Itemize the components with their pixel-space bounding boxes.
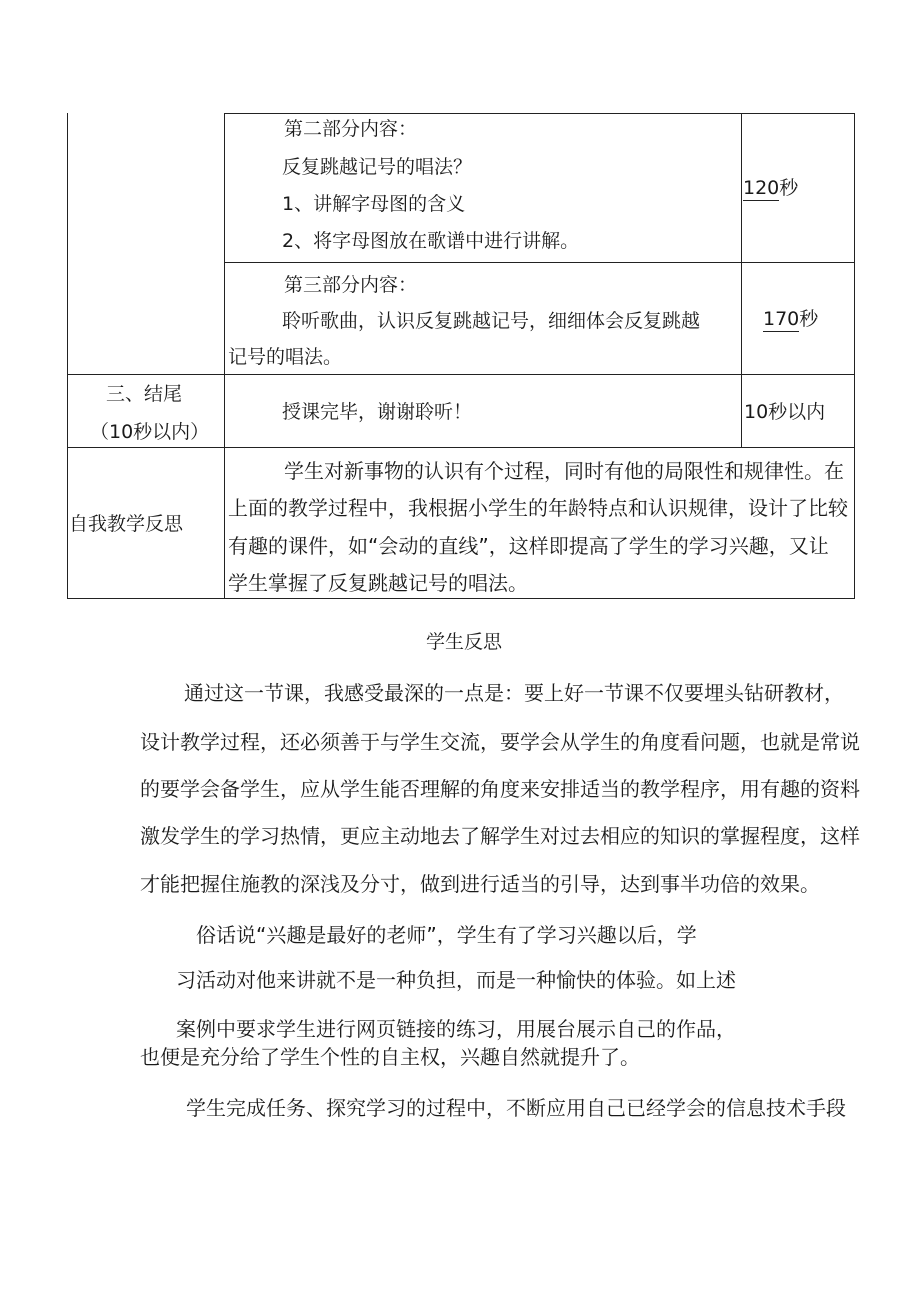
p2-line2: 习活动对他来讲就不是一种负担，而是一种愉快的体验。如上述 <box>176 968 736 992</box>
p1-line1: 通过这一节课，我感受最深的一点是：要上好一节课不仅要埋头钻研教材， <box>184 681 844 705</box>
table-border-right <box>854 113 855 599</box>
table-col-divider-2 <box>741 113 742 448</box>
part2-heading: 第二部分内容： <box>284 118 418 140</box>
part2-step1: 1、讲解字母图的含义 <box>282 193 466 215</box>
p1-line5: 才能把握住施教的深浅及分寸，做到进行适当的引导，达到事半功倍的效果。 <box>140 872 820 896</box>
p2-line3: 案例中要求学生进行网页链接的练习，用展台展示自己的作品， <box>176 1017 736 1041</box>
ending-label-line2: （10秒以内） <box>90 421 210 443</box>
p3-line1: 学生完成任务、探究学习的过程中，不断应用自己已经学会的信息技术手段 <box>186 1096 846 1120</box>
p2-line1: 俗话说“兴趣是最好的老师”，学生有了学习兴趣以后，学 <box>196 923 697 947</box>
table-col-divider-1 <box>224 113 225 599</box>
table-row-divider-ending <box>67 374 855 375</box>
part2-step2: 2、将字母图放在歌谱中进行讲解。 <box>282 230 580 252</box>
table-border-top-right <box>224 113 855 114</box>
part2-time-unit: 秒 <box>779 177 799 199</box>
table-row-divider-part3 <box>224 262 855 263</box>
reflection-line3: 有趣的课件，如“会动的直线”，这样即提高了学生的学习兴趣，又让 <box>228 534 829 558</box>
p1-line4: 激发学生的学习热情，更应主动地去了解学生对过去相应的知识的掌握程度，这样 <box>140 824 860 848</box>
part2-time-number: 120 <box>743 177 780 199</box>
reflection-line2: 上面的教学过程中，我根据小学生的年龄特点和认识规律，设计了比较 <box>228 496 848 520</box>
part2-question: 反复跳越记号的唱法？ <box>282 156 473 178</box>
section-title: 学生反思 <box>426 631 503 653</box>
table-border-left <box>67 113 68 599</box>
part3-heading: 第三部分内容： <box>284 274 418 296</box>
part3-line1: 聆听歌曲，认识反复跳越记号，细细体会反复跳越 <box>282 310 701 332</box>
part3-time <box>763 310 818 329</box>
p1-line3: 的要学会备学生，应从学生能否理解的角度来安排适当的教学程序，用有趣的资料 <box>140 777 860 801</box>
reflection-line4: 学生掌握了反复跳越记号的唱法。 <box>228 571 528 595</box>
part3-time-unit: 秒 <box>799 308 819 330</box>
ending-time: 10秒以内 <box>744 401 826 423</box>
part2-time <box>743 179 798 198</box>
table-border-bottom <box>67 598 855 599</box>
p1-line2: 设计教学过程，还必须善于与学生交流，要学会从学生的角度看问题，也就是常说 <box>140 730 860 754</box>
reflection-label: 自我教学反思 <box>69 513 184 535</box>
ending-content: 授课完毕，谢谢聆听！ <box>282 401 473 423</box>
ending-label-line1: 三、结尾 <box>106 383 183 405</box>
table-row-divider-reflection <box>67 447 855 448</box>
p2-line4: 也便是充分给了学生个性的自主权，兴趣自然就提升了。 <box>140 1045 640 1069</box>
part3-line2: 记号的唱法。 <box>228 346 343 368</box>
part3-time-number: 170 <box>763 308 800 330</box>
reflection-line1: 学生对新事物的认识有个过程，同时有他的局限性和规律性。在 <box>284 459 844 483</box>
